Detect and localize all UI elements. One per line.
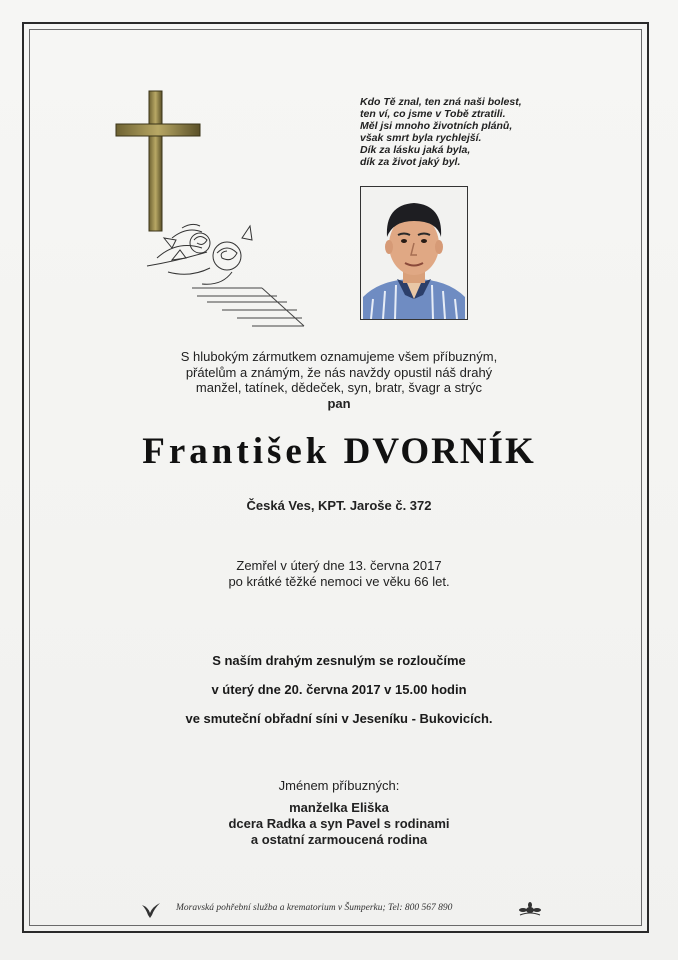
announcement-intro [0, 349, 678, 411]
deceased-surname: DVORNÍK [343, 431, 536, 472]
ceremony-line: S naším drahým zesnulým se rozloučíme [212, 653, 466, 668]
intro-line: přátelům a známým, že nás navždy opustil náš drahý [185, 364, 493, 380]
poem [360, 96, 600, 168]
death-info [0, 558, 678, 590]
intro-pan: pan [327, 395, 351, 411]
deceased-name [0, 430, 678, 473]
intro-line: manžel, tatínek, dědeček, syn, bratr, švagr a strýc [195, 380, 483, 395]
deceased-first-name: František [142, 431, 331, 472]
relative-line: a ostatní zarmoucená rodina [250, 832, 428, 847]
poem-line: Dík za lásku jaká byla, [360, 144, 471, 156]
relative-line: manželka Eliška [289, 800, 389, 815]
footer [140, 900, 540, 920]
deceased-address: Česká Ves, KPT. Jaroše č. 372 [246, 498, 432, 513]
portrait-photo [360, 186, 468, 320]
poem-line: dík za život jaký byl. [360, 156, 461, 168]
intro-line: S hlubokým zármutkem oznamujeme všem příbuzným, [180, 349, 498, 364]
ceremony-line: ve smuteční obřadní síni v Jeseníku - Bukovicích. [185, 711, 493, 726]
cross-with-roses-icon [112, 88, 312, 338]
poem-line: ten ví, co jsme v Tobě ztratili. [360, 108, 506, 120]
relatives-heading: Jménem příbuzných: [278, 778, 400, 793]
footer-text: Moravská pohřební služba a krematorium v Šumperku; Tel: 800 567 890 [176, 903, 453, 913]
death-line: Zemřel v úterý dne 13. června 2017 [236, 558, 442, 573]
relative-line: dcera Radka a syn Pavel s rodinami [228, 816, 450, 831]
portrait-icon [361, 187, 467, 319]
dove-icon [140, 901, 162, 919]
poem-line: však smrt byla rychlejší. [360, 132, 482, 144]
poem-line: Měl jsi mnoho životních plánů, [360, 120, 513, 132]
relatives-block [0, 778, 678, 848]
ceremony-line: v úterý dne 20. června 2017 v 15.00 hodin [211, 682, 467, 697]
death-line: po krátké těžké nemoci ve věku 66 let. [228, 574, 450, 589]
poem-line: Kdo Tě znal, ten zná naši bolest, [360, 96, 522, 108]
ceremony-info [0, 646, 678, 733]
flower-ornament-icon [518, 901, 542, 919]
